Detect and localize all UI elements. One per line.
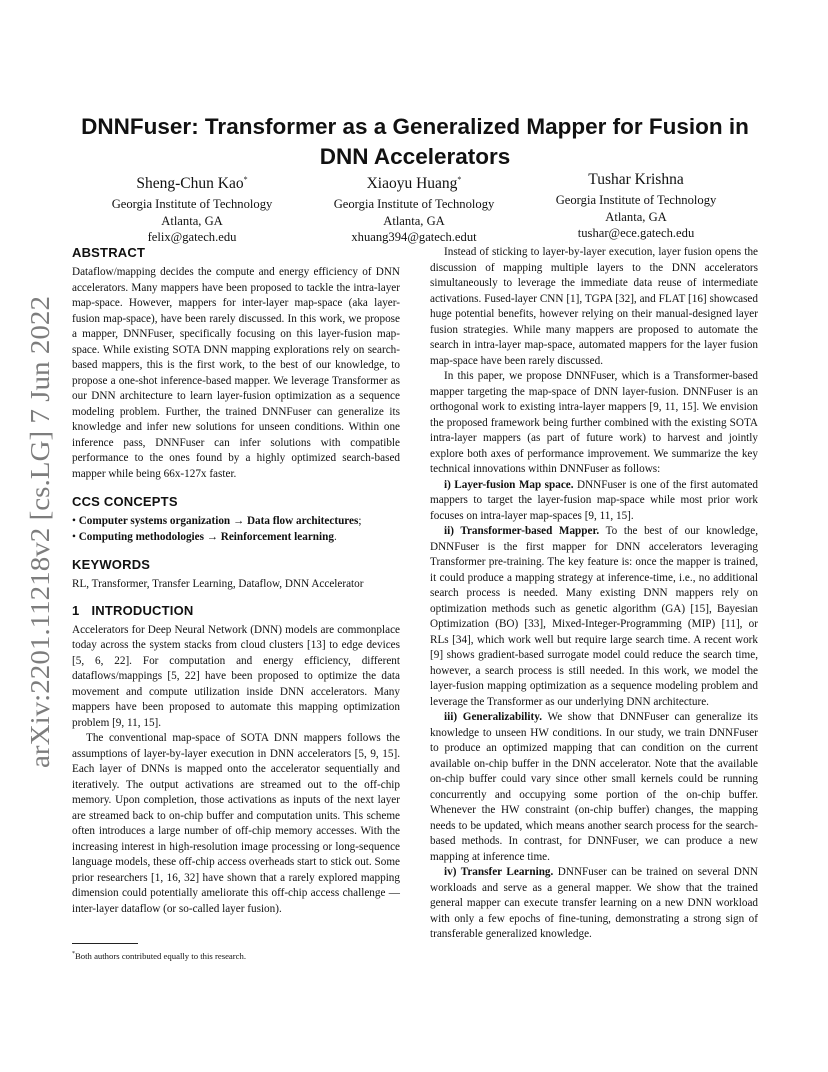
arxiv-identifier-text: arXiv:2201.11218v2 [cs.LG] 7 Jun 2022 (25, 329, 55, 768)
title-line-2: DNN Accelerators (319, 144, 511, 169)
abstract-text: Dataflow/mapping decides the compute and energy efficiency of DNN accelerators. Many mappers have been proposed to tackle the intra-layer map-space. However, mappers for inter-layer map-space (aka layer-fusion map-space), have been rarely discussed. In this work, we propose a mapper, DNNFuser, specifically focusing on this layer-fusion map-space. While existing SOTA DNN mapping explorations rely on search-based mappers, this is the first work, to the best of our knowledge, to propose a one-shot inference-based mapper. We leverage Transformer as our DNN architecture to learn layer-fusion optimization as a sequence modeling problem. Further, the trained DNNFuser can generalize its knowledge and infer new solutions for unseen conditions. Within one inference pass, DNNFuser can infer solutions with compatible performance to the ones found by a highly optimized search-based mapper while being 66x-127x faster. (72, 266, 400, 480)
intro-paragraph-2: The conventional map-space of SOTA DNN mappers follows the assumptions of layer-by-layer execution in DNN accelerators [5, 9, 15]. Each layer of DNNs is mapped onto the accelerator sequentially and iteratively. The output activations are streamed out to the off-chip memory. Upon completion, those activations as inputs of the next layer are streamed back to on-chip buffer and computation units. This scheme often introduces a large number of off-chip memory accesses. With the increasing interest in high-resolution image processing or long-sequence language models, these off-chip access overheads start to stick out. Some prior researchers [1, 16, 32] have shown that a rarely explored mapping dimension could potentially ameliorate this off-chip access challenge —inter-layer dataflow (or so-called layer fusion). (72, 732, 400, 915)
right-column (430, 245, 758, 943)
section-title: INTRODUCTION (91, 602, 194, 618)
section-number: 1 (72, 602, 80, 618)
author-affiliation: Georgia Institute of Technology (111, 197, 273, 212)
keywords-text: RL, Transformer, Transfer Learning, Dataflow, DNN Accelerator (72, 578, 364, 590)
abstract-heading: ABSTRACT (72, 245, 146, 260)
intro-paragraph-4: In this paper, we propose DNNFuser, which is a Transformer-based mapper targeting the map-space of DNN layer-fusion. DNNFuser is an orthogonal work to existing intra-layer mappers [9, 11, 15]. We envision the proposed framework being further combined with the existing SOTA intra-layer mappers (as part of future work) to harvest and jointly explore both axes of performance improvement. We summarize the key technical innovations within DNNFuser as follows: (430, 370, 758, 475)
author-block-kao (77, 170, 307, 246)
introduction-heading (72, 603, 400, 619)
arxiv-identifier-stamp[interactable] (18, 296, 60, 768)
author-name: Xiaoyu Huang* (366, 175, 462, 193)
author-footnote-mark: * (243, 175, 248, 184)
ccs-concept-line-2: • Computing methodologies → Reinforcement learning. (72, 530, 337, 543)
contribution-generalizability: iii) Generalizability. We show that DNNFuser can generalize its knowledge to unseen HW conditions. In our study, we train DNNFuser to produce an optimized mapping that can condition on the current available on-chip buffer in the DNN accelerator. Note that the available on-chip buffer could vary since other small kernels could be running concurrently and occupying some portion of the on-chip buffer. Whenever the HW constraint (on-chip buffer) changes, the mapping needs to be updated, which means another search process for the search-based methods. In contrast, for DNNFuser, we can produce a new mapping at inference time. (430, 711, 758, 863)
author-location: Atlanta, GA (161, 213, 223, 228)
title-line-1: DNNFuser: Transformer as a Generalized Mapper for Fusion in (81, 114, 749, 139)
contribution-transfer-learning: iv) Transfer Learning. DNNFuser can be trained on several DNN workloads and serve as a general mapper. We show that the trained general mapper can execute transfer learning on a new DNN workload with only a few epochs of fine-tuning, demonstrating a strong sign of transferable generalized knowledge. (430, 866, 758, 940)
author-email[interactable]: xhuang394@gatech.edut (351, 230, 477, 245)
intro-paragraph-3: Instead of sticking to layer-by-layer execution, layer fusion opens the discussion of mapping multiple layers to the DNN accelerators simultaneously to leverage the immediate data reuse of intermediate activations. Fused-layer CNN [1], TGPA [32], and FLAT [16] showcased huge potential benefits, however relying on their manual-designed layer fusion strategies. While many mappers are proposed to automate the search in intra-layer map-space, automated mappers for the layer fusion map-space have been rarely discussed. (430, 246, 758, 367)
footnote (72, 943, 400, 962)
author-name: Sheng-Chun Kao* (136, 175, 248, 193)
author-block-huang (299, 170, 529, 246)
author-footnote-mark: * (457, 175, 462, 184)
left-column (72, 245, 400, 917)
ccs-concept-line-1: • Computer systems organization → Data flow architectures; (72, 515, 362, 527)
footnote-mark: * (72, 951, 75, 957)
author-email[interactable]: felix@gatech.edu (147, 230, 237, 245)
contribution-layer-fusion: i) Layer-fusion Map space. DNNFuser is one of the first automated mappers to target the layer-fusion map-space while most prior work focuses on intra-layer map-spaces [9, 11, 15]. (430, 478, 758, 522)
ccs-concepts-heading: CCS CONCEPTS (72, 494, 178, 509)
author-location: Atlanta, GA (605, 209, 667, 224)
author-name: Tushar Krishna (588, 171, 684, 188)
paper-title (40, 112, 790, 172)
footnote-rule (72, 943, 138, 944)
author-email[interactable]: tushar@ece.gatech.edu (577, 226, 695, 241)
author-affiliation: Georgia Institute of Technology (333, 197, 495, 212)
author-affiliation: Georgia Institute of Technology (555, 193, 717, 207)
author-block-krishna (521, 170, 751, 242)
keywords-heading: KEYWORDS (72, 557, 151, 572)
contribution-transformer-mapper: ii) Transformer-based Mapper. To the best of our knowledge, DNNFuser is the first mapper for DNN accelerators leveraging Transformer pre-training. The key feature is: once the mapper is trained, it could produce a mapping strategy at inference-time, i.e., no additional search process is needed. Many existing DNN mappers rely on optimization methods such as genetic algorithm (GA) [15], Bayesian Optimization (BO) [33], Mixed-Integer-Programming (MIP) [11], or RLs [34], which work well but require large search time. A recent work [9] shows gradient-based surrogate model could reduce the search time, however, a search process is still needed. In this work, we model the layer-fusion mapping optimization as a sequence modeling problem and leverage the Transformer as our underlying DNN architecture. (430, 525, 759, 708)
intro-paragraph-1: Accelerators for Deep Neural Network (DNN) models are commonplace today across the system stacks from cloud clusters [13] to edge devices [5, 6, 22]. For computation and energy efficiency, different dataflows/mappings [5, 22] have been proposed to optimize the data movement and compute utilization inside DNN accelerators. Many mappers have been proposed to automate this mapping optimization problem [9, 11, 15]. (72, 623, 400, 729)
footnote-text: Both authors contributed equally to this research. (75, 950, 247, 961)
author-location: Atlanta, GA (383, 213, 445, 228)
